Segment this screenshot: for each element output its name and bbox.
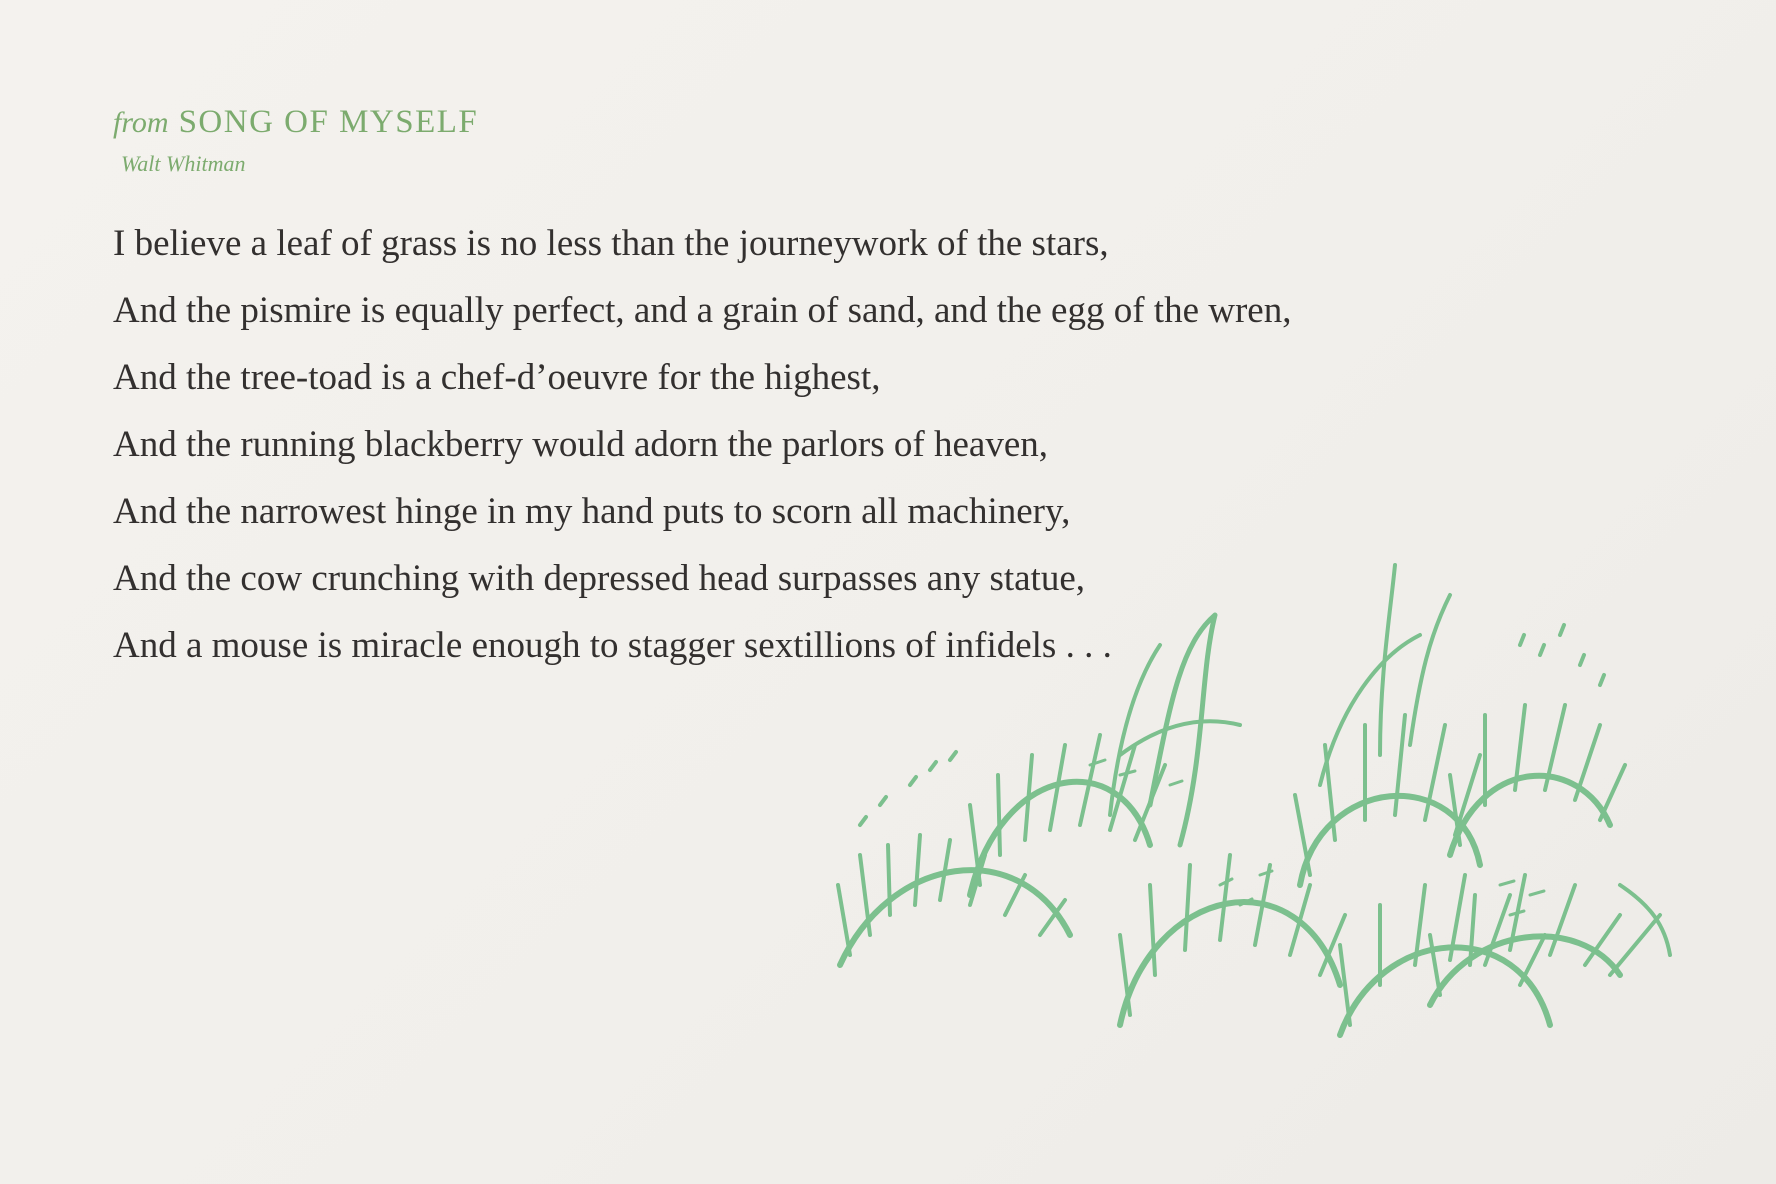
from-label: from: [113, 106, 169, 139]
grass-illustration-icon: [820, 555, 1690, 1065]
poem-line: I believe a leaf of grass is no less than the journeywork of the stars,: [113, 223, 1109, 264]
poem-line: And the running blackberry would adorn the parlors of heaven,: [113, 424, 1048, 465]
title-text: SONG OF MYSELF: [178, 104, 479, 140]
poem-line: And the cow crunching with depressed head surpasses any statue,: [113, 558, 1086, 599]
title-block: [113, 104, 478, 177]
poem-line: And the pismire is equally perfect, and a grain of sand, and the egg of the wren,: [113, 290, 1292, 331]
poem-title: [113, 104, 478, 141]
poem-line: And the tree-toad is a chef-d’oeuvre for the highest,: [113, 357, 881, 398]
poem-line: And the narrowest hinge in my hand puts to scorn all machinery,: [113, 491, 1071, 532]
author-name: Walt Whitman: [121, 151, 246, 176]
poem-line: And a mouse is miracle enough to stagger sextillions of infidels . . .: [113, 625, 1112, 666]
